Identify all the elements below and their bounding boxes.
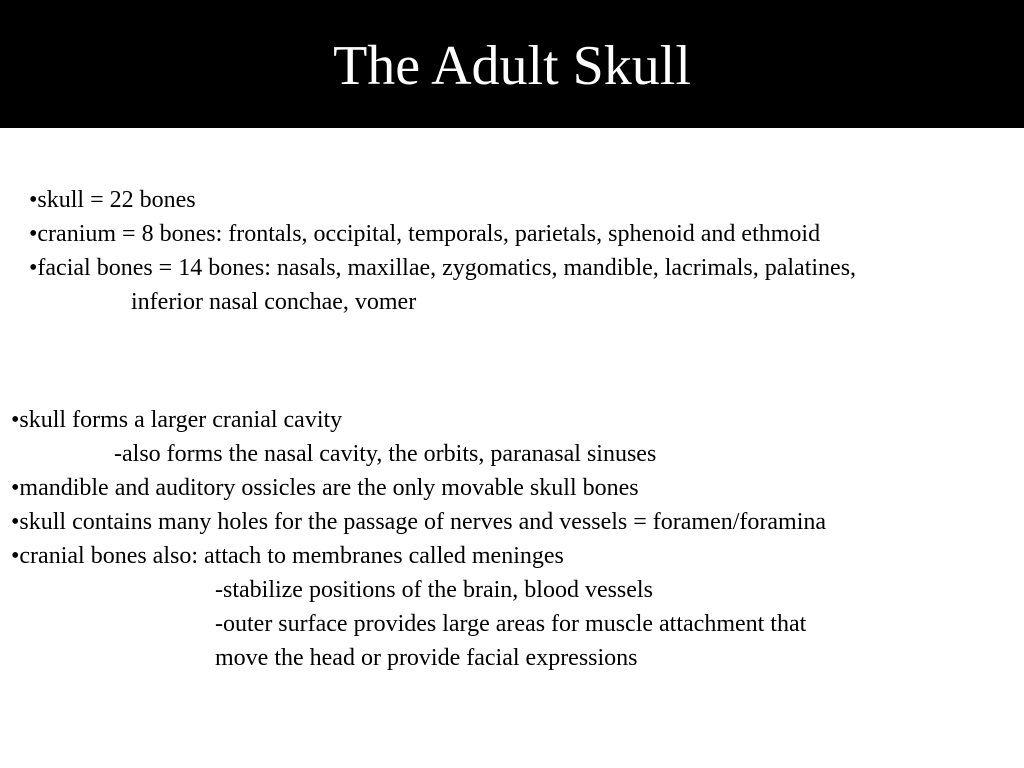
sub-point-muscle-attachment-continued: move the head or provide facial expressions: [215, 645, 638, 671]
sub-point-other-cavities: -also forms the nasal cavity, the orbits, paranasal sinuses: [114, 441, 657, 467]
bullet-facial-bones-continued: inferior nasal conchae, vomer: [131, 289, 417, 315]
bullet-foramina: •skull contains many holes for the passage of nerves and vessels = foramen/foramina: [11, 509, 827, 535]
bullet-cranium-bones: •cranium = 8 bones: frontals, occipital, temporals, parietals, sphenoid and ethmoid: [29, 221, 821, 247]
sub-point-muscle-attachment: -outer surface provides large areas for muscle attachment that: [215, 611, 807, 637]
slide-title: The Adult Skull: [333, 35, 691, 97]
bullet-movable-bones: •mandible and auditory ossicles are the only movable skull bones: [11, 475, 639, 501]
title-band: [0, 0, 1024, 128]
bullet-cranial-cavity: •skull forms a larger cranial cavity: [11, 407, 343, 433]
bullet-skull-count: •skull = 22 bones: [29, 187, 196, 213]
sub-point-stabilize: -stabilize positions of the brain, blood vessels: [215, 577, 653, 603]
bullet-facial-bones: •facial bones = 14 bones: nasals, maxillae, zygomatics, mandible, lacrimals, palatines,: [29, 255, 857, 281]
bullet-meninges: •cranial bones also: attach to membranes called meninges: [11, 543, 564, 569]
